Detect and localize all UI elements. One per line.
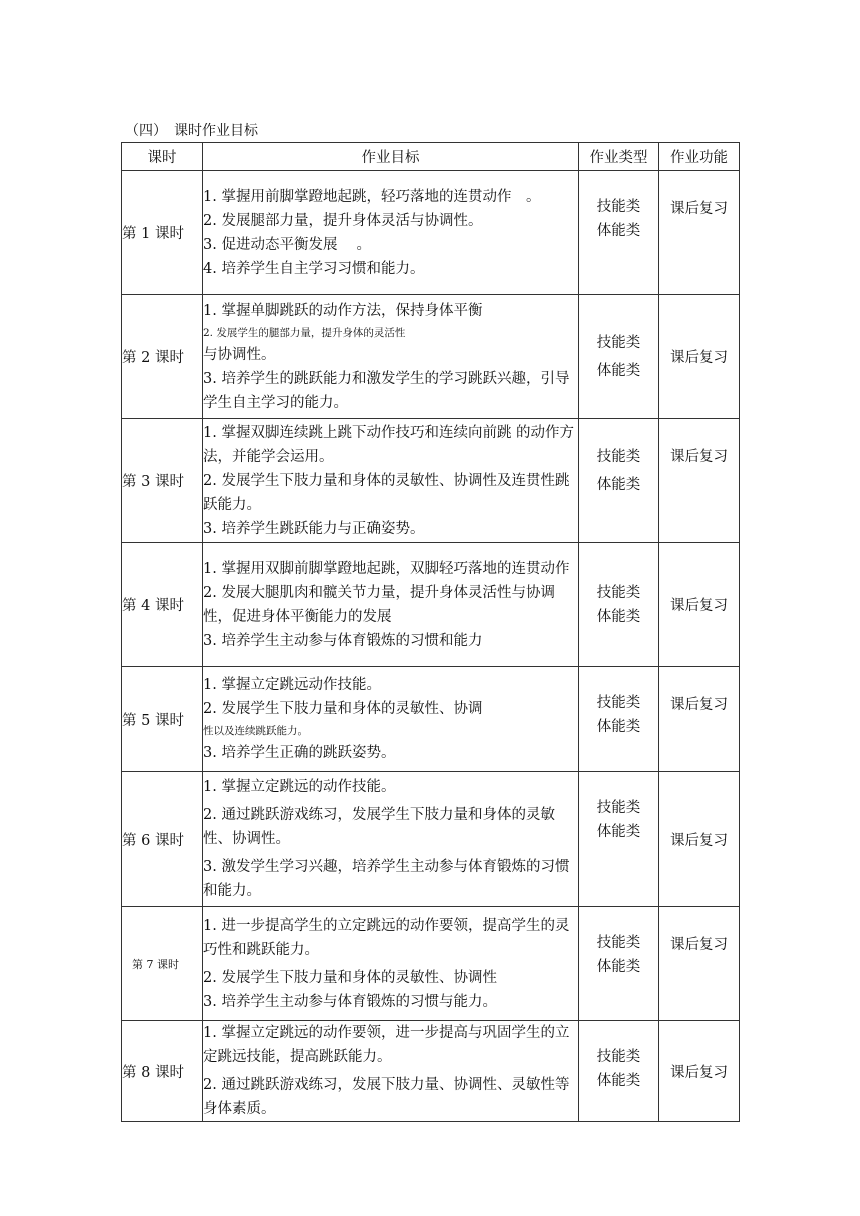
table-header-row xyxy=(122,143,740,171)
lesson-cell: 第 3 课时 xyxy=(122,419,203,543)
goal-cell xyxy=(203,171,579,295)
type-line: 技能类 xyxy=(596,935,641,951)
goal-item: 1. 掌握双脚连续跳上跳下动作技巧和连续向前跳 的动作方法，并能学会运用。 xyxy=(203,424,575,465)
lesson-cell: 第 2 课时 xyxy=(122,295,203,419)
function-cell: 课后复习 xyxy=(659,1021,740,1122)
type-line: 技能类 xyxy=(596,334,641,351)
goal-item: 1. 掌握用前脚掌蹬地起跳，轻巧落地的连贯动作 。 xyxy=(203,188,541,205)
function-cell: 课后复习 xyxy=(659,171,740,295)
goal-item: 与协调性。 xyxy=(203,346,276,363)
goal-item: 3. 促进动态平衡发展 。 xyxy=(203,236,372,253)
lesson-cell: 第 6 课时 xyxy=(122,772,203,907)
type-line: 体能类 xyxy=(596,362,641,379)
type-line: 技能类 xyxy=(596,199,641,215)
lesson-cell: 第 4 课时 xyxy=(122,543,203,667)
type-line: 体能类 xyxy=(596,608,641,625)
goal-item: 1. 进一步提高学生的立定跳远的动作要领，提高学生的灵巧性和跳跃能力。 xyxy=(203,917,570,958)
function-cell: 课后复习 xyxy=(659,543,740,667)
type-line: 体能类 xyxy=(596,824,641,840)
goal-item: 3. 培养学生主动参与体育锻炼的习惯和能力 xyxy=(203,632,483,649)
goal-item: 3. 培养学生正确的跳跃姿势。 xyxy=(203,745,396,761)
table-row xyxy=(122,171,740,295)
goal-item: 2. 通过跳跃游戏练习，发展下肢力量、协调性、灵敏性等身体素质。 xyxy=(203,1077,570,1117)
lesson-cell: 第 8 课时 xyxy=(122,1021,203,1122)
function-cell: 课后复习 xyxy=(659,295,740,419)
goal-item: 3. 激发学生学习兴趣，培养学生主动参与体育锻炼的习惯和能力。 xyxy=(203,859,570,899)
type-cell xyxy=(579,1021,659,1122)
goal-item: 1. 掌握用双脚前脚掌蹬地起跳，双脚轻巧落地的连贯动作 xyxy=(203,560,570,577)
type-cell xyxy=(579,667,659,772)
table-row xyxy=(122,543,740,667)
header-lesson: 课时 xyxy=(122,143,203,171)
function-cell: 课后复习 xyxy=(659,667,740,772)
goal-cell xyxy=(203,295,579,419)
goal-cell xyxy=(203,419,579,543)
type-cell xyxy=(579,543,659,667)
type-line: 体能类 xyxy=(596,719,641,735)
header-function: 作业功能 xyxy=(659,143,740,171)
type-line: 体能类 xyxy=(596,1073,641,1089)
section-title: （四） 课时作业目标 xyxy=(125,123,258,139)
goal-item: 2. 通过跳跃游戏练习，发展学生下肢力量和身体的灵敏性、协调性。 xyxy=(203,807,555,847)
type-cell xyxy=(579,171,659,295)
lesson-cell: 第 1 课时 xyxy=(122,171,203,295)
table-row xyxy=(122,907,740,1021)
function-cell: 课后复习 xyxy=(659,419,740,543)
function-cell: 课后复习 xyxy=(659,772,740,907)
goal-item: 3. 培养学生主动参与体育锻炼的习惯与能力。 xyxy=(203,993,497,1010)
type-line: 体能类 xyxy=(596,477,641,493)
type-cell xyxy=(579,419,659,543)
type-line: 技能类 xyxy=(596,449,641,465)
goal-item: 2. 发展学生下肢力量和身体的灵敏性、协调 xyxy=(203,701,483,717)
type-line: 体能类 xyxy=(596,223,641,239)
type-cell xyxy=(579,295,659,419)
type-line: 技能类 xyxy=(596,584,641,601)
goal-item: 1. 掌握立定跳远动作技能。 xyxy=(203,677,381,693)
function-cell: 课后复习 xyxy=(659,907,740,1021)
table-row xyxy=(122,419,740,543)
goal-item: 2. 发展学生的腿部力量，提升身体的灵活性 xyxy=(203,326,406,339)
homework-goals-table xyxy=(121,142,740,1122)
goal-item: 3. 培养学生的跳跃能力和激发学生的学习跳跃兴趣，引导学生自主学习的能力。 xyxy=(203,370,570,411)
goal-cell xyxy=(203,667,579,772)
type-cell xyxy=(579,772,659,907)
goal-item: 1. 掌握单脚跳跃的动作方法，保持身体平衡 xyxy=(203,302,483,319)
goal-item: 4. 培养学生自主学习习惯和能力。 xyxy=(203,260,425,277)
goal-item: 1. 掌握立定跳远的动作要领，进一步提高与巩固学生的立定跳远技能，提高跳跃能力。 xyxy=(203,1025,570,1065)
type-line: 技能类 xyxy=(596,695,641,711)
table-row xyxy=(122,1021,740,1122)
lesson-cell: 第 7 课时 xyxy=(122,907,203,1021)
goal-item: 3. 培养学生跳跃能力与正确姿势。 xyxy=(203,520,425,537)
goal-item: 1. 掌握立定跳远的动作技能。 xyxy=(203,779,396,795)
type-line: 体能类 xyxy=(596,959,641,975)
header-goal: 作业目标 xyxy=(203,143,579,171)
table-row xyxy=(122,667,740,772)
goal-item: 2. 发展学生下肢力量和身体的灵敏性、协调性 xyxy=(203,969,497,986)
type-line: 技能类 xyxy=(596,800,641,816)
type-line: 技能类 xyxy=(596,1049,641,1065)
table-row xyxy=(122,772,740,907)
header-type: 作业类型 xyxy=(579,143,659,171)
table-row xyxy=(122,295,740,419)
lesson-cell: 第 5 课时 xyxy=(122,667,203,772)
goal-item: 2. 发展学生下肢力量和身体的灵敏性、协调性及连贯性跳跃能力。 xyxy=(203,472,570,513)
type-cell xyxy=(579,907,659,1021)
goal-cell xyxy=(203,772,579,907)
goal-item: 2. 发展腿部力量，提升身体灵活与协调性。 xyxy=(203,212,483,229)
goal-cell xyxy=(203,907,579,1021)
goal-cell xyxy=(203,1021,579,1122)
goal-item: 性以及连续跳跃能力。 xyxy=(203,725,308,737)
goal-item: 2. 发展大腿肌肉和髋关节力量，提升身体灵活性与协调性，促进身体平衡能力的发展 xyxy=(203,584,555,625)
goal-cell xyxy=(203,543,579,667)
